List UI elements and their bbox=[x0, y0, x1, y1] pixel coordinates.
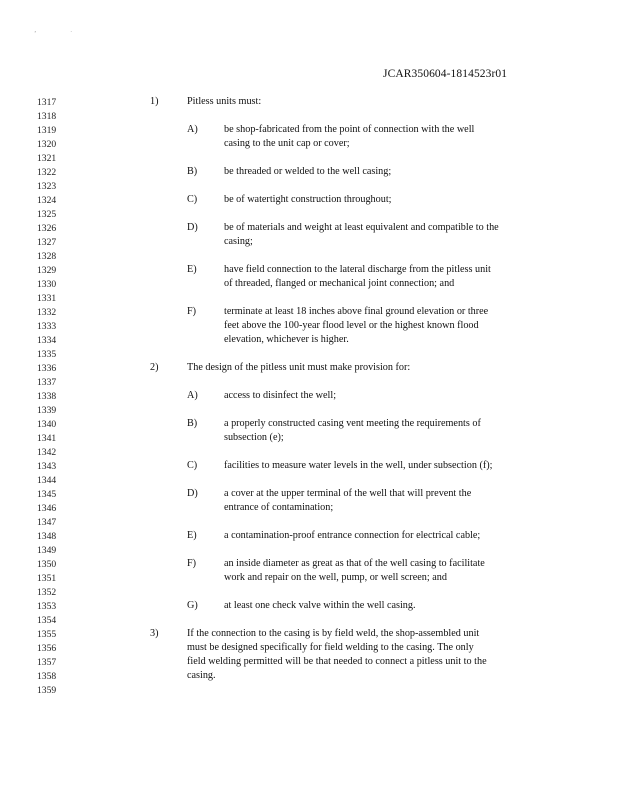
line-number: 1349 bbox=[37, 545, 57, 556]
line-number: 1357 bbox=[37, 657, 57, 668]
subitem-text: a cover at the upper terminal of the well that will prevent the bbox=[224, 488, 472, 499]
line-number: 1336 bbox=[37, 363, 57, 374]
subitem-text: facilities to measure water levels in the well, under subsection (f); bbox=[224, 460, 493, 471]
line-number: 1339 bbox=[37, 405, 57, 416]
line-number: 1341 bbox=[37, 433, 57, 444]
subitem-text: casing; bbox=[224, 236, 253, 247]
item-lead-text: Pitless units must: bbox=[187, 96, 262, 107]
subitem-letter: E) bbox=[187, 530, 197, 541]
line-number: 1335 bbox=[37, 349, 57, 360]
line-number: 1353 bbox=[37, 601, 57, 612]
subitem-text: be of watertight construction throughout; bbox=[224, 194, 392, 205]
line-number: 1317 bbox=[37, 97, 57, 108]
line-number: 1324 bbox=[37, 195, 57, 206]
line-number: 1320 bbox=[37, 139, 57, 150]
line-number: 1354 bbox=[37, 615, 57, 626]
item-number: 1) bbox=[150, 96, 159, 107]
line-number: 1327 bbox=[37, 237, 57, 248]
subitem-letter: B) bbox=[187, 166, 198, 177]
line-number: 1345 bbox=[37, 489, 57, 500]
line-number: 1356 bbox=[37, 643, 57, 654]
line-number: 1342 bbox=[37, 447, 57, 458]
subitem-text: access to disinfect the well; bbox=[224, 390, 337, 401]
subitem-letter: A) bbox=[187, 124, 198, 135]
line-number: 1351 bbox=[37, 573, 57, 584]
line-number: 1330 bbox=[37, 279, 57, 290]
subitem-text: subsection (e); bbox=[224, 432, 284, 443]
line-number: 1318 bbox=[37, 111, 57, 122]
item-paragraph-line: casing. bbox=[187, 670, 216, 681]
scan-mark: ʼ bbox=[34, 30, 37, 38]
line-number: 1321 bbox=[37, 153, 57, 164]
subitem-text: entrance of contamination; bbox=[224, 502, 334, 513]
subitem-letter: D) bbox=[187, 488, 198, 499]
line-number: 1334 bbox=[37, 335, 57, 346]
line-number: 1329 bbox=[37, 265, 57, 276]
subitem-letter: C) bbox=[187, 460, 198, 471]
line-number: 1340 bbox=[37, 419, 57, 430]
subitem-text: be of materials and weight at least equivalent and compatible to the bbox=[224, 222, 499, 233]
subitem-text: work and repair on the well, pump, or well screen; and bbox=[224, 572, 447, 583]
subitem-letter: B) bbox=[187, 418, 198, 429]
line-number: 1344 bbox=[37, 475, 57, 486]
subitem-text: a properly constructed casing vent meeting the requirements of bbox=[224, 418, 481, 429]
line-number: 1333 bbox=[37, 321, 57, 332]
line-number: 1350 bbox=[37, 559, 57, 570]
subitem-text: elevation, whichever is higher. bbox=[224, 334, 349, 345]
subitem-text: a contamination-proof entrance connection for electrical cable; bbox=[224, 530, 481, 541]
line-number: 1346 bbox=[37, 503, 57, 514]
subitem-text: at least one check valve within the well casing. bbox=[224, 600, 416, 611]
subitem-text: terminate at least 18 inches above final ground elevation or three bbox=[224, 306, 489, 317]
subitem-letter: F) bbox=[187, 306, 197, 317]
subitem-letter: G) bbox=[187, 600, 198, 611]
subitem-text: have field connection to the lateral discharge from the pitless unit bbox=[224, 264, 491, 275]
line-number: 1358 bbox=[37, 671, 57, 682]
line-number: 1352 bbox=[37, 587, 57, 598]
item-paragraph-line: field welding permitted will be that needed to connect a pitless unit to the bbox=[187, 656, 487, 667]
subitem-letter: A) bbox=[187, 390, 198, 401]
line-number: 1337 bbox=[37, 377, 57, 388]
line-number: 1323 bbox=[37, 181, 57, 192]
subitem-text: an inside diameter as great as that of the well casing to facilitate bbox=[224, 558, 485, 569]
line-number: 1347 bbox=[37, 517, 57, 528]
item-lead-text: The design of the pitless unit must make provision for: bbox=[187, 362, 411, 373]
subitem-letter: D) bbox=[187, 222, 198, 233]
scan-mark: ˙ bbox=[70, 30, 73, 38]
line-number: 1322 bbox=[37, 167, 57, 178]
subitem-text: casing to the unit cap or cover; bbox=[224, 138, 350, 149]
line-number: 1332 bbox=[37, 307, 57, 318]
line-number: 1325 bbox=[37, 209, 57, 220]
line-number: 1338 bbox=[37, 391, 57, 402]
subitem-text: feet above the 100-year flood level or the highest known flood bbox=[224, 320, 479, 331]
line-number: 1319 bbox=[37, 125, 57, 136]
item-paragraph-line: must be designed specifically for field welding to the casing. The only bbox=[187, 642, 474, 653]
subitem-letter: C) bbox=[187, 194, 198, 205]
subitem-letter: F) bbox=[187, 558, 197, 569]
line-number: 1343 bbox=[37, 461, 57, 472]
item-paragraph-line: If the connection to the casing is by field weld, the shop-assembled unit bbox=[187, 628, 480, 639]
item-number: 2) bbox=[150, 362, 159, 373]
document-id-header: JCAR350604-1814523r01 bbox=[383, 68, 508, 80]
line-number: 1331 bbox=[37, 293, 57, 304]
line-number: 1348 bbox=[37, 531, 57, 542]
subitem-text: be threaded or welded to the well casing; bbox=[224, 166, 392, 177]
line-number: 1326 bbox=[37, 223, 57, 234]
subitem-letter: E) bbox=[187, 264, 197, 275]
subitem-text: be shop-fabricated from the point of connection with the well bbox=[224, 124, 475, 135]
subitem-text: of threaded, flanged or mechanical joint connection; and bbox=[224, 278, 455, 289]
item-number: 3) bbox=[150, 628, 159, 639]
line-number: 1359 bbox=[37, 685, 57, 696]
line-number: 1355 bbox=[37, 629, 57, 640]
line-number: 1328 bbox=[37, 251, 57, 262]
